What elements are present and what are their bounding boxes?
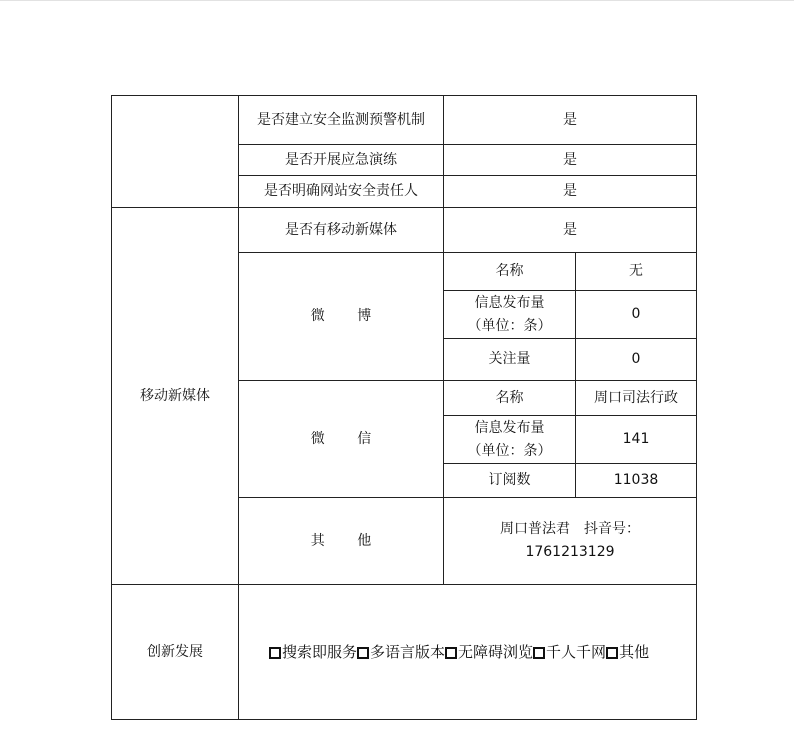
wechat-name-value: 周口司法行政 [576, 381, 697, 416]
innovation-option[interactable] [357, 643, 445, 661]
weibo-posts-value: 0 [576, 291, 697, 339]
has-new-media-label: 是否有移动新媒体 [239, 208, 444, 253]
security-section-cell [112, 96, 239, 208]
table-row [112, 585, 697, 720]
option-label: 千人千网 [546, 642, 607, 661]
monitoring-value: 是 [444, 96, 697, 145]
other-value-line1: 周口普法君 抖音号： [500, 521, 640, 537]
drill-value: 是 [444, 145, 697, 176]
wechat-subscribers-value: 11038 [576, 464, 697, 498]
innovation-option[interactable] [269, 643, 357, 661]
wechat-subscribers-label: 订阅数 [444, 464, 576, 498]
option-label: 无障碍浏览 [458, 642, 534, 661]
weibo-posts-label-line2: （单位：条） [467, 317, 552, 334]
wechat-label: 微 信 [239, 381, 444, 498]
wechat-name-label: 名称 [444, 381, 576, 416]
monitoring-label: 是否建立安全监测预警机制 [239, 96, 444, 145]
table-row [112, 96, 697, 145]
checkbox-icon[interactable] [445, 647, 457, 659]
wechat-posts-label [444, 416, 576, 464]
checkbox-icon[interactable] [357, 647, 369, 659]
innovation-option[interactable] [533, 643, 606, 661]
other-label: 其 他 [239, 498, 444, 585]
option-label: 搜索即服务 [282, 642, 358, 661]
checkbox-icon[interactable] [533, 647, 545, 659]
innovation-label: 创新发展 [112, 585, 239, 720]
innovation-options [239, 585, 697, 720]
innovation-option[interactable] [445, 643, 533, 661]
checkbox-icon[interactable] [606, 647, 618, 659]
has-new-media-value: 是 [444, 208, 697, 253]
weibo-label: 微 博 [239, 253, 444, 381]
responsible-label: 是否明确网站安全责任人 [239, 176, 444, 208]
responsible-value: 是 [444, 176, 697, 208]
checkbox-icon[interactable] [269, 647, 281, 659]
table-row [112, 208, 697, 253]
drill-label: 是否开展应急演练 [239, 145, 444, 176]
option-label: 其他 [619, 642, 650, 661]
wechat-posts-label-line1: 信息发布量 [474, 419, 545, 436]
website-report-table [111, 95, 697, 720]
weibo-name-value: 无 [576, 253, 697, 291]
weibo-posts-label-line1: 信息发布量 [474, 294, 545, 311]
wechat-posts-value: 141 [576, 416, 697, 464]
other-value-line2: 1761213129 [525, 544, 615, 560]
other-value [444, 498, 697, 585]
weibo-followers-value: 0 [576, 339, 697, 381]
innovation-option[interactable] [606, 643, 649, 661]
option-label: 多语言版本 [370, 642, 446, 661]
weibo-posts-label [444, 291, 576, 339]
new-media-section-label: 移动新媒体 [112, 208, 239, 585]
weibo-followers-label: 关注量 [444, 339, 576, 381]
wechat-posts-label-line2: （单位：条） [467, 442, 552, 459]
weibo-name-label: 名称 [444, 253, 576, 291]
page-top-divider [0, 0, 794, 1]
